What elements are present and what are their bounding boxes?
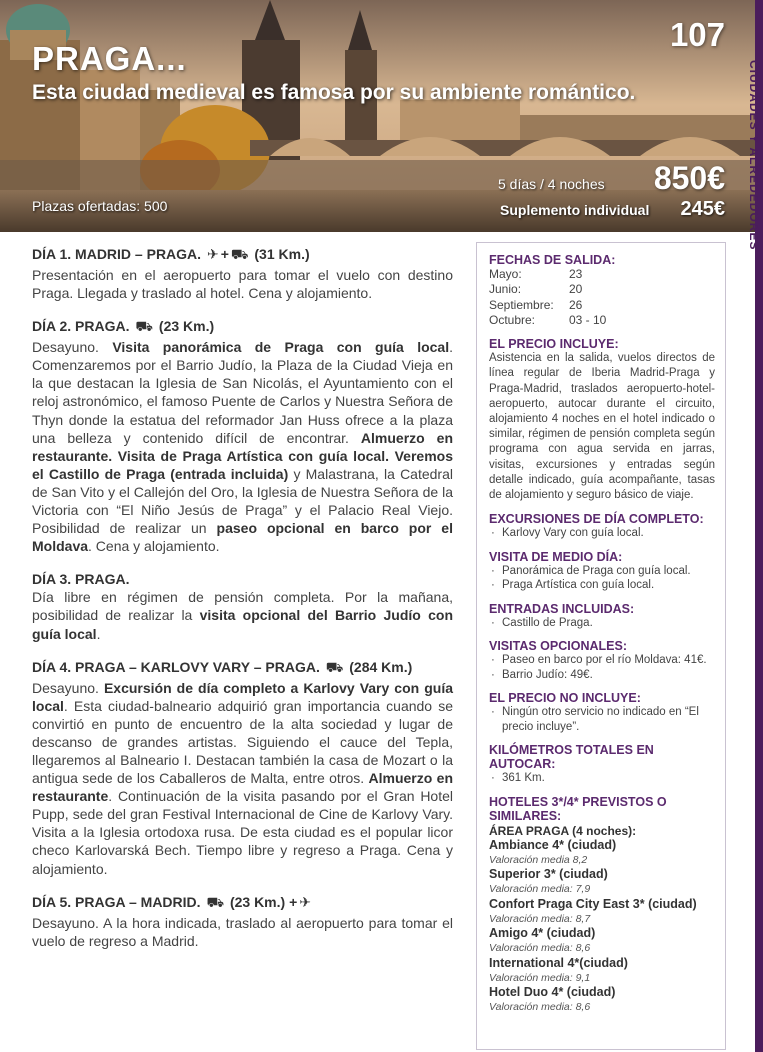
hotel-name: Hotel Duo 4* (ciudad) xyxy=(489,985,616,1000)
body-text: Desayuno. xyxy=(32,339,113,356)
body-text: Desayuno. A la hora indicada, traslado al aeropuerto para tomar el vuelo de regreso a Madrid. xyxy=(32,914,453,949)
hotel-list xyxy=(489,838,715,1015)
hotel-name: Ambiance 4* (ciudad) xyxy=(489,837,617,852)
day-description xyxy=(32,679,453,878)
fecha-row xyxy=(489,313,715,328)
highlight-text: Almuerzo en restaurante. Visita de Praga Artística con guía local. Veremos el Castillo de Praga (entrada incluida) xyxy=(32,429,453,482)
trip-duration: 5 días / 4 noches xyxy=(498,176,605,192)
km-section xyxy=(489,743,715,786)
page-title: PRAGA... xyxy=(32,40,187,77)
fecha-month: Mayo: xyxy=(489,267,522,281)
info-box xyxy=(476,242,726,1050)
fechas-title: FECHAS DE SALIDA: xyxy=(489,253,616,267)
list-item: · Barrio Judío: 49€. xyxy=(489,668,715,683)
day-description xyxy=(32,266,453,302)
fecha-days: 20 xyxy=(569,282,583,297)
hoteles-section xyxy=(489,795,715,1015)
fecha-month: Octubre: xyxy=(489,312,536,327)
day-title-text: DÍA 4. PRAGA – KARLOVY VARY – PRAGA. xyxy=(32,658,324,675)
no-incluye-list xyxy=(489,705,715,734)
itinerary-day xyxy=(32,571,453,642)
body-text: Desayuno. xyxy=(32,679,104,696)
fecha-row xyxy=(489,267,715,282)
plazas-offered: Plazas ofertadas: 500 xyxy=(32,198,168,214)
day-title-text: DÍA 5. PRAGA – MADRID. xyxy=(32,893,205,910)
list-item: · 361 Km. xyxy=(489,771,715,786)
day-title xyxy=(32,318,453,337)
hotel-rating: Valoración media 8,2 xyxy=(489,853,588,866)
fecha-row xyxy=(489,298,715,313)
body-text: . Cena y alojamiento. xyxy=(88,538,220,555)
day-distance: (284 Km.) xyxy=(345,658,413,675)
page-number: 107 xyxy=(669,16,725,53)
list-item: · Ningún otro servicio no indicado en “El precio incluye”. xyxy=(489,705,715,734)
day-description xyxy=(32,588,453,642)
supplement-label: Suplemento individual xyxy=(500,202,650,218)
hotel-rating: Valoración media: 8,6 xyxy=(489,942,591,955)
hoteles-title: HOTELES 3*/4* PREVISTOS O SIMILARES: xyxy=(489,794,667,823)
km-list xyxy=(489,771,715,786)
fecha-days: 26 xyxy=(569,297,583,312)
day-title xyxy=(32,246,453,265)
list-item: · Praga Artística con guía local. xyxy=(489,578,715,593)
plane-icon: ✈ xyxy=(206,246,219,262)
excursiones-section xyxy=(489,512,715,541)
bus-icon: ⛟ xyxy=(325,658,344,675)
itinerary-day xyxy=(32,318,453,555)
plus-sign: + xyxy=(220,246,229,262)
entradas-title: ENTRADAS INCLUIDAS: xyxy=(489,601,635,616)
hotel-rating: Valoración media: 9,1 xyxy=(489,971,591,984)
day-title-text: DÍA 1. MADRID – PRAGA. xyxy=(32,246,205,262)
no-incluye-section xyxy=(489,691,715,734)
highlight-text: visita opcional del Barrio Judío con guía local xyxy=(32,607,453,642)
km-title: KILÓMETROS TOTALES EN AUTOCAR: xyxy=(489,743,654,772)
itinerary-day xyxy=(32,246,453,302)
body-text: . xyxy=(96,625,101,642)
medio-dia-title: VISITA DE MEDIO DÍA: xyxy=(489,549,623,564)
highlight-text: paseo opcional en barco por el Moldava xyxy=(32,520,453,555)
day-title-text: DÍA 2. PRAGA. xyxy=(32,318,134,335)
fechas-section xyxy=(489,253,715,328)
itinerary xyxy=(32,246,453,966)
medio-dia-list xyxy=(489,564,715,593)
day-title-text: DÍA 3. PRAGA. xyxy=(32,571,130,588)
day-title xyxy=(32,894,453,913)
itinerary-day xyxy=(32,659,453,878)
itinerary-day xyxy=(32,894,453,950)
fecha-month: Junio: xyxy=(489,282,522,297)
list-item: · Castillo de Praga. xyxy=(489,616,715,631)
hotel-rating: Valoración media: 8,6 xyxy=(489,1001,591,1014)
hotel-name: Amigo 4* (ciudad) xyxy=(489,926,596,941)
hotel-area: ÁREA PRAGA (4 noches): xyxy=(489,823,637,838)
day-title xyxy=(32,659,453,678)
list-item: · Panorámica de Praga con guía local. xyxy=(489,564,715,579)
entradas-section xyxy=(489,602,715,631)
opcionales-list xyxy=(489,653,715,682)
body-text: Día libre en régimen de pensión completa. Por la mañana, posibilidad de realizar la xyxy=(32,589,453,624)
entradas-list xyxy=(489,616,715,631)
supplement-price: 245€ xyxy=(680,198,725,220)
day-distance: (23 Km.) + xyxy=(226,893,298,910)
body-text: . Esta ciudad-balneario adquirió gran importancia cuando se convirtió en punto de encuentro de la alta sociedad y lugar de descanso de grandes artistas. Siguiendo el cauce del Tepla, llegaremos al Balneario I. Destacan también la casa de Mozart o la antigua sede de los Caballeros de Malta, entre otros. xyxy=(32,697,453,787)
hotel-rating: Valoración media: 7,9 xyxy=(489,883,591,896)
bus-icon: ⛟ xyxy=(206,893,225,910)
bus-icon: ⛟ xyxy=(135,318,154,335)
body-text: . Comenzaremos por el Barrio Judío, la Plaza de la Ciudad Vieja en la que destacan la Iglesia de San Nicolás, el Ayuntamiento con el reloj astronómico, el famoso Puente de Carlos y Nuestra Señora de Thyn donde la estatua del reformador Jan Huss ofrece a la plaza una belleza y contenido difícil de encontrar. xyxy=(32,339,453,446)
opcionales-section xyxy=(489,639,715,682)
fecha-days: 03 - 10 xyxy=(569,312,607,327)
highlight-text: Visita panorámica de Praga con guía local xyxy=(112,339,450,356)
highlight-text: Excursión de día completo a Karlovy Vary con guía local xyxy=(32,679,453,714)
day-description xyxy=(32,914,453,950)
hero-banner xyxy=(0,0,755,232)
opcionales-title: VISITAS OPCIONALES: xyxy=(489,639,627,654)
day-title xyxy=(32,571,453,587)
excursiones-list xyxy=(489,526,715,541)
plane-icon: ✈ xyxy=(299,893,311,910)
fechas-list xyxy=(489,267,715,328)
list-item: · Paseo en barco por el río Moldava: 41€. xyxy=(489,653,715,668)
hotel-rating: Valoración media: 8,7 xyxy=(489,912,591,925)
incluye-title: EL PRECIO INCLUYE: xyxy=(489,337,619,352)
body-text: . Continuación de la visita pasando por el Gran Hotel Pupp, sede del gran Festival Internacional de Cine de Karlovy Vary. Visita a la Iglesia ortodoxa rusa. De esta ciudad es el popular licor checo Karlovarská Bech. Tiempo libre y regreso a Praga. Cena y alojamiento. xyxy=(32,788,453,877)
incluye-section xyxy=(489,337,715,503)
no-incluye-title: EL PRECIO NO INCLUYE: xyxy=(489,691,641,706)
day-description xyxy=(32,338,453,555)
medio-dia-section xyxy=(489,550,715,593)
body-text: y Malastrana, la Catedral de San Vito y el Callejón del Oro, la Iglesia de Nuestra Señora de la Victoria con “El Niño Jesús de Praga” y el Palacio Real Viejo. Posibilidad de realizar un xyxy=(32,465,453,537)
fecha-row xyxy=(489,282,715,297)
side-tab-label-wrap xyxy=(745,60,763,340)
day-distance: (31 Km.) xyxy=(250,246,310,262)
highlight-text: Almuerzo en restaurante xyxy=(32,770,453,805)
side-tab-label: CIUDADES Y ALREDEDORES xyxy=(747,60,761,251)
trip-price: 850€ xyxy=(653,160,725,196)
excursiones-title: EXCURSIONES DE DÍA COMPLETO: xyxy=(489,512,704,527)
hotel-name: Confort Praga City East 3* (ciudad) xyxy=(489,896,697,911)
page-subtitle: Esta ciudad medieval es famosa por su ambiente romántico. xyxy=(32,81,636,104)
fecha-days: 23 xyxy=(569,267,583,281)
incluye-text: Asistencia en la salida, vuelos directos de línea regular de Iberia Madrid-Praga y Praga-Madrid, traslados aeropuerto-hotel-aeropuerto, autocar durante el circuito, alojamiento 4 noches en el hotel indicado o similar, régimen de pensión completa según programa con agua servida en jarras, visitas, excursiones y entradas según detalle indicado, guía acompañante, tasas de alojamiento y seguro básico de viaje. xyxy=(489,352,715,502)
day-distance: (23 Km.) xyxy=(155,318,215,335)
fecha-month: Septiembre: xyxy=(489,297,554,312)
body-text: Presentación en el aeropuerto para tomar el vuelo con destino Praga. Llegada y traslado al hotel. Cena y alojamiento. xyxy=(32,267,453,302)
list-item: · Karlovy Vary con guía local. xyxy=(489,526,715,541)
bus-icon: ⛟ xyxy=(230,246,249,262)
hotel-name: International 4*(ciudad) xyxy=(489,955,628,970)
hotel-name: Superior 3* (ciudad) xyxy=(489,867,608,882)
